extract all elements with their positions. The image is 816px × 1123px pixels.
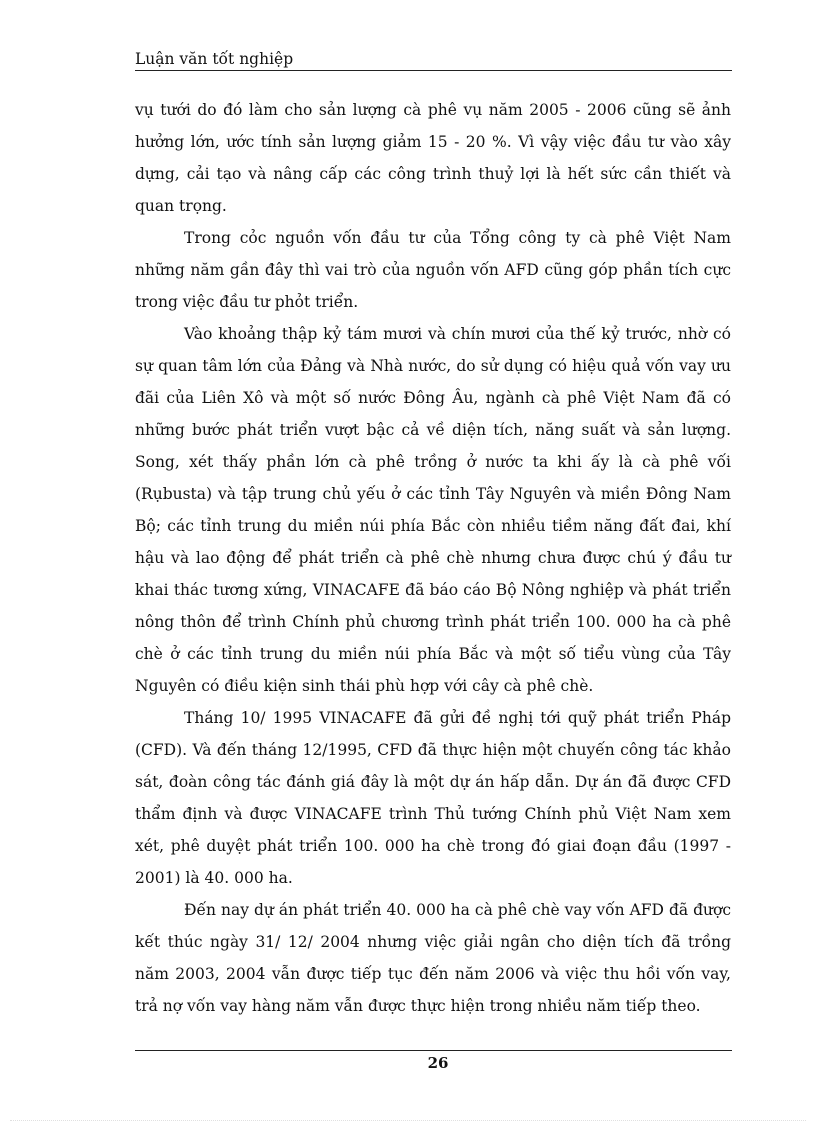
document-body [135,94,731,1022]
page-number: 26 [427,1054,449,1072]
paragraph: Đến nay dự án phát triển 40. 000 ha cà phê chè vay vốn AFD đã được kết thúc ngày 31/ 12/ 2004 nhưng việc giải ngân cho diện tích đã trồng năm 2003, 2004 vẫn được tiếp tục đến năm 2006 và việc thu hồi vốn vay, trả nợ vốn vay hàng năm vẫn được thực hiện trong nhiều năm tiếp theo. [135,901,731,1015]
paragraph: Tháng 10/ 1995 VINACAFE đã gửi đề nghị tới quỹ phát triển Pháp (CFD). Và đến tháng 12/1995, CFD đã thực hiện một chuyến công tác khảo sát, đoàn công tác đánh giá đây là một dự án hấp dẫn. Dự án đã được CFD thẩm định và được VINACAFE trình Thủ tướng Chính phủ Việt Nam xem xét, phê duyệt phát triển 100. 000 ha chè trong đó giai đoạn đầu (1997 - 2001) là 40. 000 ha. [135,709,731,887]
page-bottom-edge [10,1120,806,1121]
footer-divider [135,1050,732,1051]
page-header-title: Luận văn tốt nghiệp [135,50,294,68]
header-divider [135,70,732,71]
paragraph-continuation: vụ tưới do đó làm cho sản lượng cà phê vụ năm 2005 - 2006 cũng sẽ ảnh hưởng lớn, ước tính sản lượng giảm 15 - 20 %. Vì vậy việc đầu tư vào xây dựng, cải tạo và nâng cấp các công trình thuỷ lợi là hết sức cần thiết và quan trọng. [135,101,731,215]
paragraph: Vào khoảng thập kỷ tám mươi và chín mươi của thế kỷ trước, nhờ có sự quan tâm lớn của Đảng và Nhà nước, do sử dụng có hiệu quả vốn vay ưu đãi của Liên Xô và một số nước Đông Âu, ngành cà phê Việt Nam đã có những bước phát triển vượt bậc cả về diện tích, năng suất và sản lượng. Song, xét thấy phần lớn cà phê trồng ở nước ta khi ấy là cà phê vối (Rụbusta) và tập trung chủ yếu ở các tỉnh Tây Nguyên và miền Đông Nam Bộ; các tỉnh trung du miền núi phía Bắc còn nhiều tiềm năng đất đai, khí hậu và lao động để phát triển cà phê chè nhưng chưa được chú ý đầu tư khai thác tương xứng, VINACAFE đã báo cáo Bộ Nông nghiệp và phát triển nông thôn để trình Chính phủ chương trình phát triển 100. 000 ha cà phê chè ở các tỉnh trung du miền núi phía Bắc và một số tiểu vùng của Tây Nguyên có điều kiện sinh thái phù hợp với cây cà phê chè. [135,325,731,695]
paragraph: Trong cỏc nguồn vốn đầu tư của Tổng công ty cà phê Việt Nam những năm gần đây thì vai trò của nguồn vốn AFD cũng góp phần tích cực trong việc đầu tư phỏt triển. [135,229,731,311]
